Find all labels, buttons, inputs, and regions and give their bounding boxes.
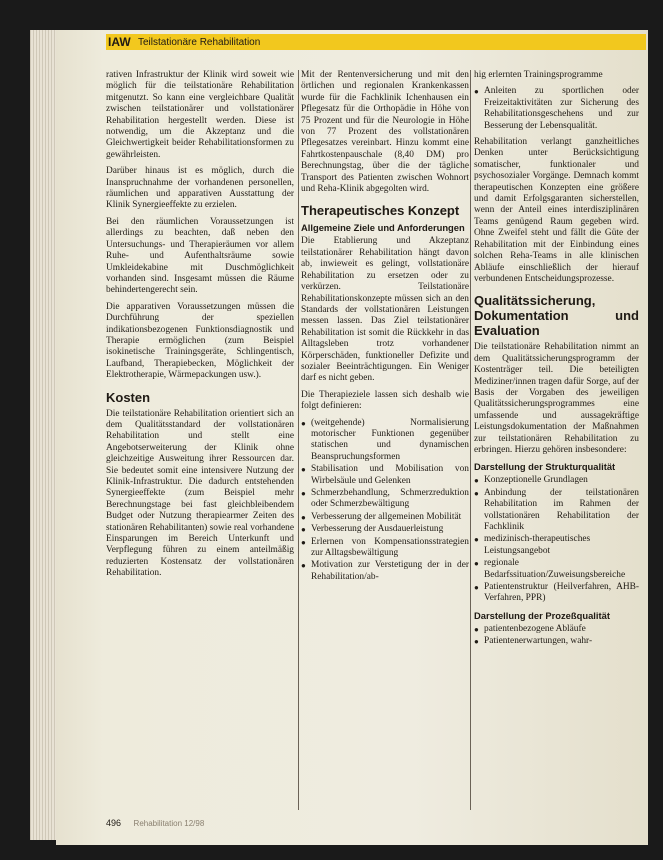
bullet-list	[474, 86, 639, 132]
column-3	[474, 70, 639, 653]
list-item: ● Schmerzbehandlung, Schmerzreduktion oder Schmerzbewältigung	[301, 488, 469, 511]
list-item: ● Verbesserung der Ausdauerleistung	[301, 524, 469, 535]
list-item: ● (weitgehende) Normalisierung motorischer Funktionen gegenüber statischen und dynamischen Beanspruchungsformen	[301, 418, 469, 464]
paragraph: Darüber hinaus ist es möglich, durch die Inanspruchnahme der vorhandenen personellen, räumlichen und apparativen Ausstattung der Klinik Synergieeffekte zu erzielen.	[106, 166, 294, 211]
column-1	[106, 70, 294, 585]
page-number: 496	[106, 818, 122, 828]
structure-list	[474, 475, 639, 604]
list-item: ● Stabilisation und Mobilisation von Wirbelsäule und Gelenken	[301, 464, 469, 487]
section-heading-konzept: Therapeutisches Konzept	[301, 203, 460, 219]
list-item: ● patientenbezogene Abläufe	[474, 624, 639, 635]
list-item: ● medizinisch-therapeutisches Leistungsangebot	[474, 534, 639, 557]
paragraph: Mit der Rentenversicherung und mit den örtlichen und regionalen Krankenkassen wurde für die Fachklinik Ichenhausen ein Pflegesatz für die Orthopädie in Höhe von 75 Prozent und für die Neurologie in Höhe von 77 Prozent des vollstationären Pflegesatzes vereinbart. Hinzu kommt eine Fahrtkostenpauschale (8,40 DM) pro Berechnungstag, über die der tägliche Transport des Patienten zwischen Wohnort und Reha-Klinik abgegolten wird.	[301, 70, 469, 195]
paragraph: Die apparativen Voraussetzungen müssen die Durchführung der speziellen indikationsbezogenen Funktionsdiagnostik und Therapie ermöglichen (zum Beispiel isokinetische Trainingsgeräte, Schlingentisch, Laufband, Therapiebecken, Möglichkeit der Elektrotherapie, Wärmepackungen usw.).	[106, 301, 294, 381]
list-item: ● Konzeptionelle Grundlagen	[474, 475, 639, 486]
journal-reference: Rehabilitation 12/98	[133, 819, 205, 828]
therapy-goals-list	[301, 418, 469, 584]
list-item: ● Patientenerwartungen, wahr-	[474, 636, 639, 647]
section-heading-kosten: Kosten	[106, 389, 151, 405]
paragraph: Die teilstationäre Rehabilitation orientiert sich an dem Qualitätsstandard der vollstationären Rehabilitation und stellt eine Angebotserweiterung der Klinik ohne gleichzeitige Ausweitung ihrer Ressourcen dar. Sie bedeutet somit eine intensivere Nutzung der Klinik-Infrastruktur. Die dadurch entstehenden Synergieeffekte (zum Beispiel mehr Berechnungstage bei fast gleichbleibendem Budget oder Nutzung therapiearmer Zeiten des stationären Rehabilitanten) sowie real vorhandene Einsparungen im Bereich Unterkunft und Verpflegung führen zu einem anteilmäßig reduzierten Kostensatz der vollstationären Rehabilitation.	[106, 408, 294, 579]
page-footer	[106, 818, 204, 828]
journal-logo: IAW	[108, 35, 131, 49]
running-header	[106, 34, 646, 50]
paragraph: Rehabilitation verlangt ganzheitliches Denken unter Berücksichtigung somatischer, funktionaler und psychosozialer Vorgänge. Demnach kommt therapeutischen Konzepten eine größere und damit Erfolgsgaranten sicherstellen, wenn der Anteil eines interdisziplinären Teams genügend Raum gegeben wird. Ohne Zweifel steht und fällt die Güte der Rehabilitation mit der Einbindung eines solchen Reha-Teams in alle klinischen Abläufe einschließlich der hierauf verbundenen Entscheidungsprozesse.	[474, 137, 639, 284]
document-page	[56, 30, 648, 845]
paragraph: Die teilstationäre Rehabilitation nimmt an dem Qualitätssicherungsprogramm der Kostenträger teil. Die beteiligten Mediziner/innen tragen dafür Sorge, auf der Basis der Vorgaben des jeweiligen Qualitätssicherungsprogrammes eine umfassende und aussagekräftige Leistungsdokumentation der Maßnahmen zur teilstationären Rehabilitation zu erbringen. Hierzu gehören insbesondere:	[474, 342, 639, 455]
list-item: ● Motivation zur Verstetigung der in der Rehabilitation/ab-	[301, 560, 469, 583]
subheading-prozess: Darstellung der Prozeßqualität	[474, 609, 610, 621]
column-rule	[470, 70, 471, 810]
paragraph: hig erlernten Trainingsprogramme	[474, 70, 603, 80]
list-item: ● Anbindung der teilstationären Rehabilitation im Rahmen der vollstationären Rehabilitation der Fachklinik	[474, 488, 639, 534]
section-heading-qualitaet: Qualitätssicherung, Dokumentation und Evaluation	[474, 293, 639, 339]
header-title: Teilstationäre Rehabilitation	[138, 36, 261, 48]
process-list	[474, 624, 639, 648]
list-item: ● Anleiten zu sportlichen oder Freizeitaktivitäten zur Sicherung des Rehabilitationsgeschehens und zur Besserung der Lebensqualität.	[474, 86, 639, 132]
column-rule	[298, 70, 299, 810]
list-item: ● Patientenstruktur (Heilverfahren, AHB-Verfahren, PPR)	[474, 582, 639, 605]
list-item: ● Erlernen von Kompensationsstrategien zur Alltagsbewältigung	[301, 537, 469, 560]
paragraph: Bei den räumlichen Voraussetzungen ist allerdings zu beachten, daß neben den Untersuchungs- und Therapieräumen vor allem Ruhe- und Aufenthaltsräume sowie Umkleidekabine mit Duschmöglichkeit vorhanden sind. Insgesamt müssen die Räume behindertengerecht sein.	[106, 216, 294, 296]
list-item: ● Verbesserung der allgemeinen Mobilität	[301, 512, 469, 523]
list-item: ● regionale Bedarfssituation/Zuweisungsbereiche	[474, 558, 639, 581]
paragraph: rativen Infrastruktur der Klinik wird soweit wie möglich für die teilstationäre Rehabilitation mitgenutzt. So kann eine vergleichbare Qualität zwischen teilstationärer und vollstationärer Rehabilitation hergestellt werden. Diese ist notwendig, um die Akzeptanz und die Gleichwertigkeit beider Rehabilitationsformen zu gewährleisten.	[106, 70, 294, 160]
paragraph: Die Etablierung und Akzeptanz teilstationärer Rehabilitation hängt davon ab, inwieweit es gelingt, vollstationäre Rehabilitation zu ersetzen oder zu verkürzen. Teilstationäre Rehabilitationskonzepte müssen sich an den Standards der vollstationären Leistungen messen lassen. Das Ziel teilstationärer Rehabilitation ist somit die Rückkehr in das Alltagsleben trotz vorhandener Körperschäden, funktioneller Defizite und sozialer Beeinträchtigungen. Ein Weniger darf es nicht geben.	[301, 236, 469, 384]
subheading-struktur: Darstellung der Strukturqualität	[474, 461, 616, 473]
column-2	[301, 70, 469, 588]
subheading-ziele: Allgemeine Ziele und Anforderungen	[301, 222, 465, 234]
paragraph: Die Therapieziele lassen sich deshalb wie folgt definieren:	[301, 389, 469, 412]
